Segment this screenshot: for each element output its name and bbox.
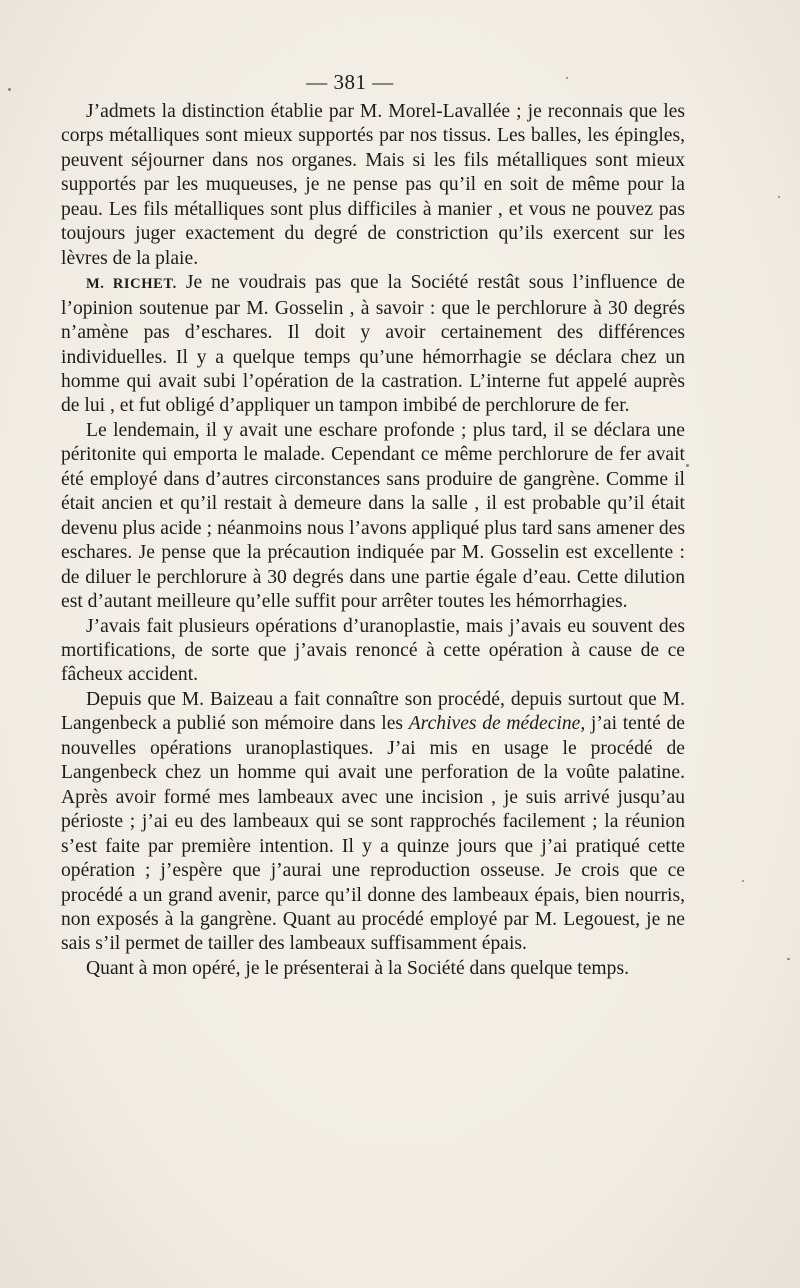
page-number [0, 70, 700, 95]
paragraph-text: Je ne voudrais pas que la Société restât sous l’influence de l’opinion soutenue par M. Gosselin , à savoir : que le perchlorure à 30 degrés n’amène pas d’eschares. Il doit y avoir certainement des différences individuelles. Il y a quelque temps qu’une hémorrhagie se déclara chez un homme qui avait subi l’opération de la castration. L’interne fut appelé auprès de lui , et fut obligé d’appliquer un tampon imbibé de perchlorure de fer. [61, 272, 685, 417]
paragraph-text: J’admets la distinction établie par M. Morel-Lavallée ; je reconnais que les corps métalliques sont mieux supportés par nos tissus. Les balles, les épingles, peuvent séjourner dans nos organes. Mais si les fils métalliques sont mieux supportés par les muqueuses, je ne pense pas qu’il en soit de même pour la peau. Les fils métalliques sont plus difficiles à manier , et vous ne pouvez pas toujours juger exactement du degré de constriction qu’ils exercent sur les lèvres de la plaie. [61, 101, 685, 269]
page-number-text: — 381 — [306, 70, 394, 94]
paragraph-1 [61, 100, 685, 271]
paragraph-3 [61, 419, 685, 615]
paragraph-text: j’ai tenté de nouvelles opérations uranoplastiques. J’ai mis en usage le procédé de Langenbeck chez un homme qui avait une perforation de la voûte palatine. Après avoir formé mes lambeaux avec une incision , je suis arrivé jusqu’au périoste ; j’ai eu des lambeaux qui se sont rapprochés facilement ; la réunion s’est faite par première intention. Il y a quinze jours que j’ai pratiqué cette opération ; j’espère que j’aurai une reproduction osseuse. Je crois que ce procédé a un grand avenir, parce qu’il donne des lambeaux épais, bien nourris, non exposés à la gangrène. Quant au procédé employé par M. Legouest, je ne sais s’il permet de tailler des lambeaux suffisamment épais. [61, 713, 685, 955]
body-text [61, 100, 685, 981]
paragraph-text: J’avais fait plusieurs opérations d’uranoplastie, mais j’avais eu souvent des mortifications, de sorte que j’avais renoncé à cette opération à cause de ce fâcheux accident. [61, 615, 685, 686]
scan-speck [8, 88, 11, 91]
paragraph-text: Le lendemain, il y avait une eschare profonde ; plus tard, il se déclara une péritonite qui emporta le malade. Cependant ce même perchlorure de fer avait été employé dans d’autres circonstances sans produire de gangrène. Comme il était ancien et qu’il restait à demeure dans la salle , il est probable qu’il était devenu plus acide ; néanmoins nous l’avons appliqué plus tard sans amener des eschares. Je pense que la précaution indiquée par M. Gosselin est excellente : de diluer le perchlorure à 30 degrés dans une partie égale d’eau. Cette dilution est d’autant meilleure qu’elle suffit pour arrêter toutes les hémorrhagies. [61, 419, 685, 613]
speaker-name: M. RICHET. [86, 276, 177, 293]
paragraph-5 [61, 688, 685, 957]
scan-speck [778, 196, 780, 198]
scan-speck [787, 958, 790, 960]
scan-speck [742, 880, 744, 882]
paragraph-6 [61, 957, 685, 981]
scan-speck [686, 464, 689, 467]
paragraph-2 [61, 271, 685, 419]
paragraph-text: Quant à mon opéré, je le présenterai à la Société dans quelque temps. [86, 957, 629, 979]
paragraph-text: Depuis que M. Baizeau a fait connaître son procédé, depuis surtout que M. Langenbeck a publié son mémoire dans les [61, 688, 685, 735]
journal-title: Archives de médecine, [408, 713, 586, 735]
paragraph-4 [61, 615, 685, 688]
scan-speck [566, 77, 568, 79]
